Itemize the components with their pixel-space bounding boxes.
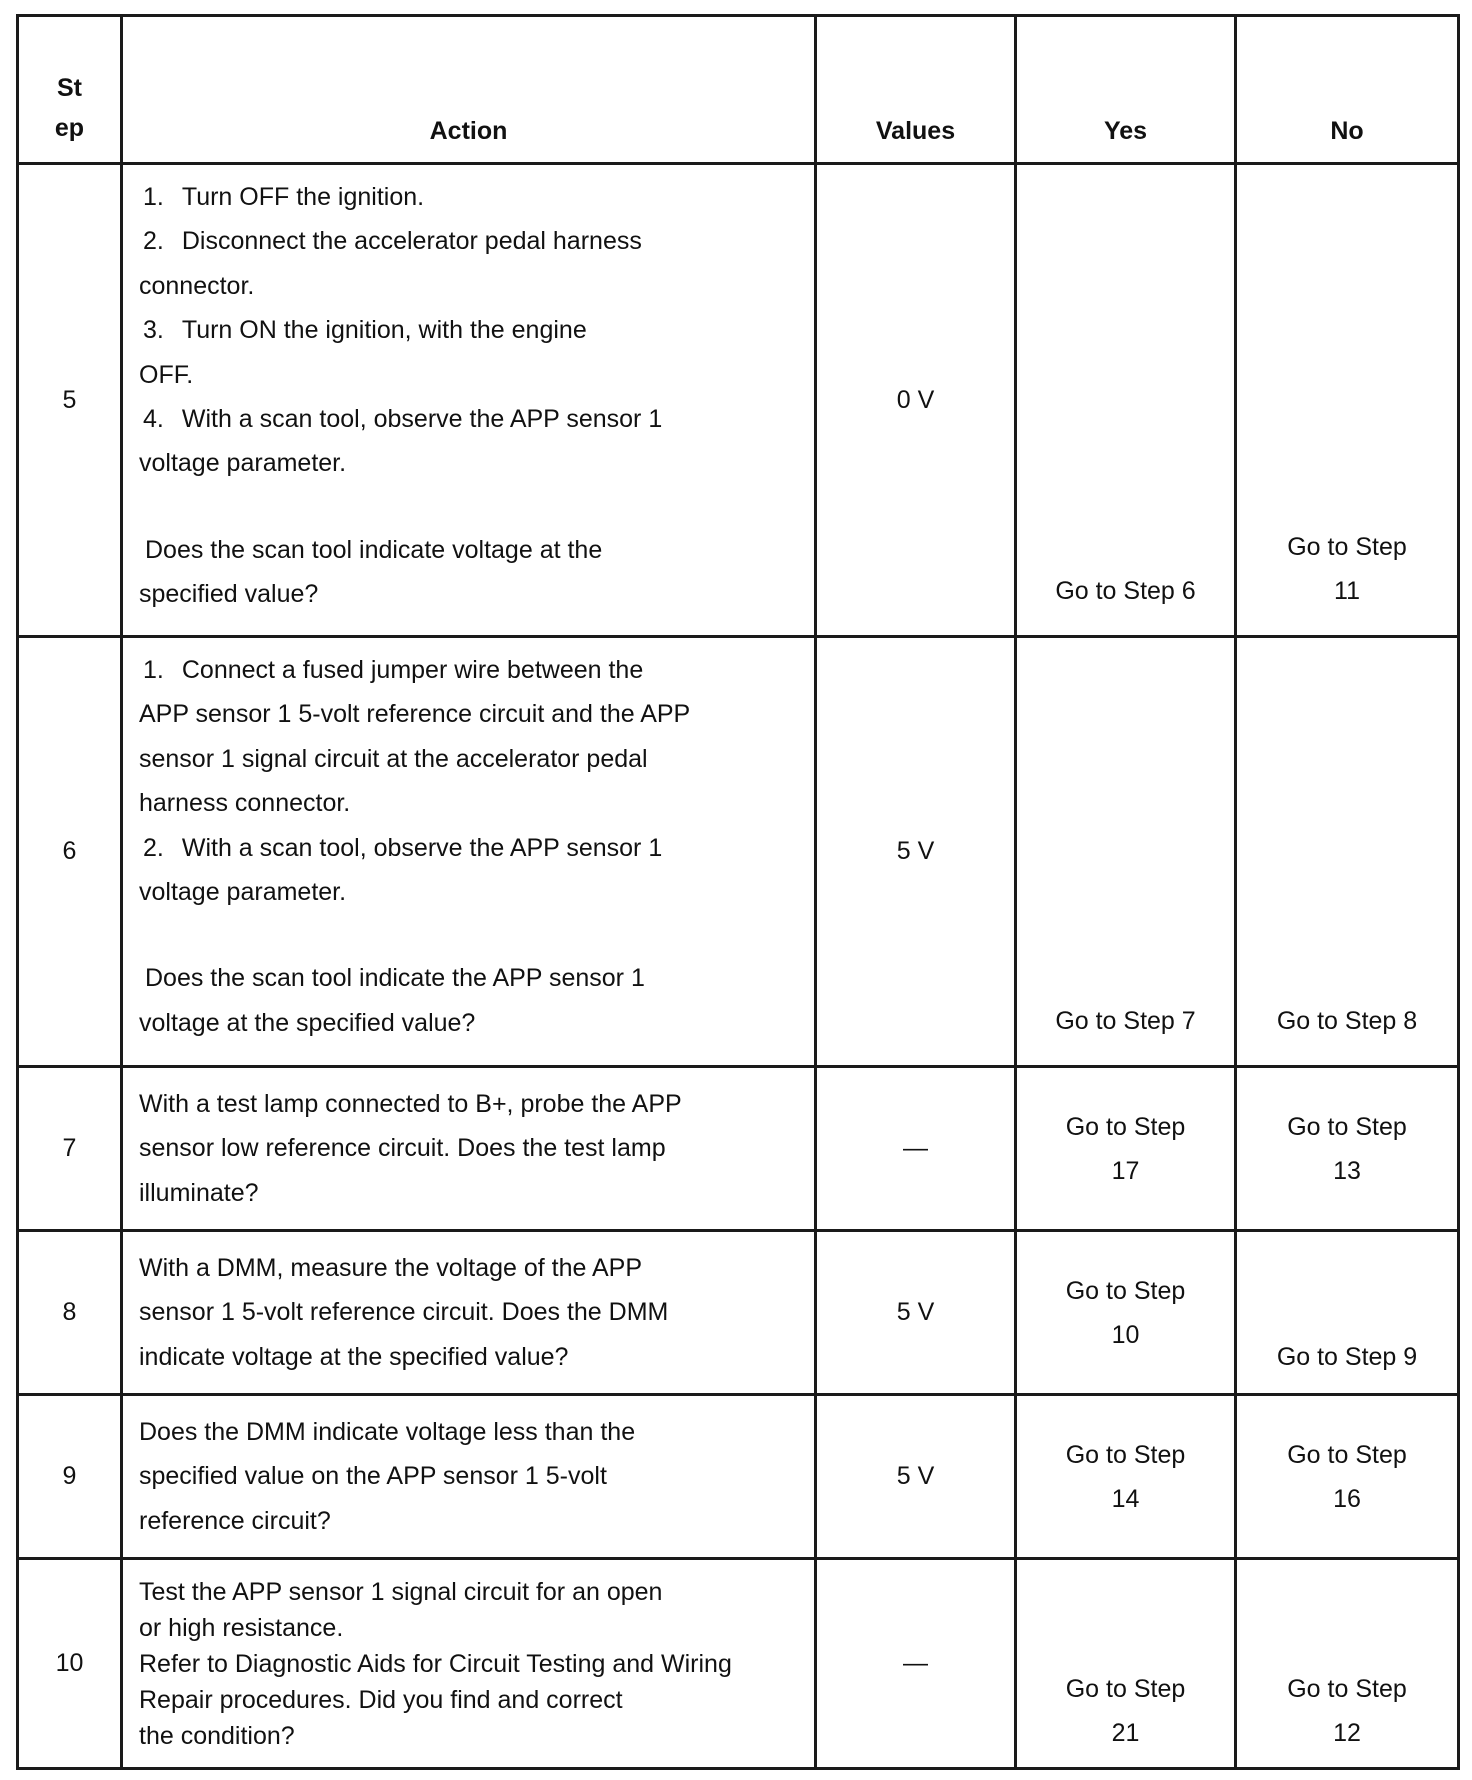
item-number: 1.: [143, 183, 164, 211]
item-text: With a scan tool, observe the APP sensor 1: [181, 405, 663, 434]
action-cell: [122, 1067, 816, 1231]
item-number: 2.: [143, 227, 164, 256]
action-line: Refer to Diagnostic Aids for Circuit Testing and Wiring: [139, 1649, 732, 1678]
action-line: sensor 1 5-volt reference circuit. Does the DMM: [139, 1298, 669, 1327]
header-step-line2: ep: [54, 114, 85, 142]
item-text: With a scan tool, observe the APP sensor 1: [181, 833, 663, 862]
item-number: 2.: [143, 833, 164, 862]
header-step: [18, 16, 122, 164]
yes-cell: [1016, 1395, 1236, 1559]
action-line: Repair procedures. Did you find and correct: [139, 1685, 623, 1714]
list-item: [139, 175, 800, 219]
item-text-cont: sensor 1 signal circuit at the accelerator pedal: [139, 744, 648, 773]
yes-cell: Go to Step 6: [1016, 164, 1236, 637]
value-cell: 5 V: [816, 1395, 1016, 1559]
no-line: 12: [1333, 1719, 1361, 1747]
no-cell: Go to Step 9: [1236, 1231, 1459, 1395]
yes-line: Go to Step: [1065, 1112, 1186, 1141]
question-text: [139, 528, 800, 617]
action-cell: [122, 1231, 816, 1395]
yes-line: 10: [1111, 1320, 1140, 1349]
yes-cell: [1016, 1231, 1236, 1395]
table-row: [18, 1231, 1459, 1395]
question-line: voltage at the specified value?: [139, 1008, 476, 1037]
value-cell: 5 V: [816, 637, 1016, 1067]
no-line: Go to Step: [1287, 1675, 1407, 1703]
list-item: [139, 397, 800, 486]
value-cell: 0 V: [816, 164, 1016, 637]
table-row: [18, 1395, 1459, 1559]
item-text: Turn OFF the ignition.: [181, 183, 425, 211]
item-text-cont: voltage parameter.: [139, 449, 347, 478]
action-line: indicate voltage at the specified value?: [139, 1342, 569, 1371]
action-steps: [139, 648, 800, 914]
item-text: Connect a fused jumper wire between the: [181, 656, 644, 684]
action-cell: [122, 637, 816, 1067]
no-cell: [1236, 164, 1459, 637]
table-row: [18, 1559, 1459, 1769]
question-text: [139, 956, 800, 1045]
action-line: the condition?: [139, 1721, 295, 1750]
header-yes: Yes: [1016, 16, 1236, 164]
action-cell: [122, 164, 816, 637]
item-text-cont: APP sensor 1 5-volt reference circuit and the APP: [139, 700, 691, 729]
header-values: Values: [816, 16, 1016, 164]
step-number: 8: [18, 1231, 122, 1395]
no-line: Go to Step: [1287, 533, 1407, 561]
question-line: Does the scan tool indicate the APP sensor 1: [145, 964, 645, 993]
no-line: 16: [1333, 1484, 1361, 1513]
no-line: Go to Step: [1287, 1112, 1407, 1141]
header-row: [18, 16, 1459, 164]
item-text-cont: OFF.: [139, 360, 194, 389]
yes-line: Go to Step: [1065, 1276, 1186, 1305]
question-line: specified value?: [139, 580, 319, 609]
action-line: or high resistance.: [139, 1613, 344, 1642]
diagnostic-table: [16, 14, 1460, 1770]
no-cell: [1236, 1067, 1459, 1231]
yes-cell: [1016, 1559, 1236, 1769]
list-item: [139, 219, 800, 308]
yes-line: 21: [1111, 1719, 1140, 1747]
no-cell: [1236, 1559, 1459, 1769]
yes-line: Go to Step: [1065, 1675, 1186, 1703]
list-item: [139, 826, 800, 915]
question-line: Does the scan tool indicate voltage at the: [145, 535, 603, 564]
action-line: illuminate?: [139, 1178, 259, 1207]
action-line: Test the APP sensor 1 signal circuit for an open: [139, 1577, 663, 1606]
header-action: Action: [122, 16, 816, 164]
list-item: [139, 648, 800, 826]
no-line: Go to Step: [1287, 1440, 1407, 1469]
table-row: [18, 637, 1459, 1067]
action-steps: [139, 175, 800, 486]
value-cell: 5 V: [816, 1231, 1016, 1395]
value-cell: —: [816, 1559, 1016, 1769]
step-number: 9: [18, 1395, 122, 1559]
table-row: [18, 164, 1459, 637]
step-number: 10: [18, 1559, 122, 1769]
action-line: Does the DMM indicate voltage less than the: [139, 1417, 636, 1446]
no-cell: Go to Step 8: [1236, 637, 1459, 1067]
table-row: [18, 1067, 1459, 1231]
step-number: 5: [18, 164, 122, 637]
action-line: reference circuit?: [139, 1506, 331, 1535]
no-cell: [1236, 1395, 1459, 1559]
action-line: specified value on the APP sensor 1 5-volt: [139, 1462, 607, 1491]
item-number: 3.: [143, 316, 164, 345]
item-text: Disconnect the accelerator pedal harness: [181, 227, 642, 256]
yes-line: 14: [1111, 1484, 1140, 1513]
item-number: 4.: [143, 405, 164, 434]
value-cell: —: [816, 1067, 1016, 1231]
item-text: Turn ON the ignition, with the engine: [181, 316, 587, 345]
item-text-cont: harness connector.: [139, 789, 351, 818]
item-text-cont: voltage parameter.: [139, 878, 347, 907]
step-number: 7: [18, 1067, 122, 1231]
action-cell: [122, 1395, 816, 1559]
item-number: 1.: [143, 656, 164, 684]
list-item: [139, 308, 800, 397]
action-line: With a DMM, measure the voltage of the APP: [139, 1253, 643, 1282]
action-line: With a test lamp connected to B+, probe the APP: [139, 1089, 682, 1118]
step-number: 6: [18, 637, 122, 1067]
yes-line: 17: [1111, 1156, 1140, 1185]
no-line: 13: [1333, 1156, 1361, 1185]
action-line: sensor low reference circuit. Does the test lamp: [139, 1134, 666, 1163]
item-text-cont: connector.: [139, 271, 255, 300]
header-no: No: [1236, 16, 1459, 164]
yes-cell: Go to Step 7: [1016, 637, 1236, 1067]
no-line: 11: [1334, 577, 1360, 605]
header-step-line1: St: [57, 74, 82, 102]
yes-line: Go to Step: [1065, 1440, 1186, 1469]
yes-cell: [1016, 1067, 1236, 1231]
action-cell: [122, 1559, 816, 1769]
